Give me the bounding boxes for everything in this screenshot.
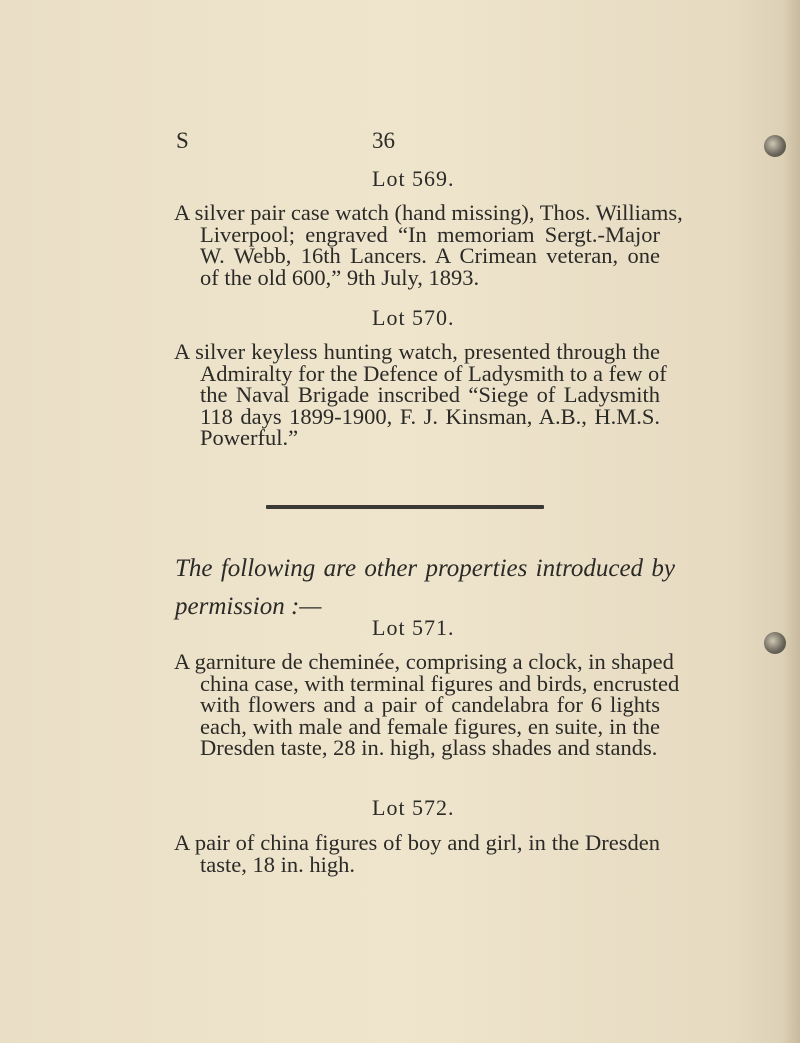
lot-line: the Naval Brigade inscribed “Siege of Ladysmith [200, 382, 660, 407]
lot-line: taste, 18 in. high. [200, 851, 355, 877]
lot-line: with flowers and a pair of candelabra for 6 lights [200, 692, 660, 717]
lot-title: Lot 572. [372, 795, 455, 820]
intro-line: The following are other properties introduced by [175, 555, 675, 582]
signature-mark: S [176, 128, 189, 153]
lot-description [174, 200, 683, 290]
lot-line: of the old 600,” 9th July, 1893. [200, 264, 480, 290]
lot-line: A silver pair case watch (hand missing), Thos. Williams, [174, 200, 683, 225]
lot-title: Lot 570. [372, 305, 455, 330]
lot-line: A silver keyless hunting watch, presented through the [174, 339, 660, 364]
lot-line: 118 days 1899-1900, F. J. Kinsman, A.B., H.M.S. [200, 403, 660, 429]
lot-line: each, with male and female figures, en suite, in the [200, 713, 660, 739]
lot-title: Lot 569. [372, 166, 455, 191]
page-header [0, 128, 800, 168]
lot-line: A pair of china figures of boy and girl, in the Dresden [174, 830, 660, 855]
lot-line: A garniture de cheminée, comprising a clock, in shaped [174, 649, 674, 674]
lot-description [174, 339, 667, 450]
lot-line: Admiralty for the Defence of Ladysmith to a few of [200, 360, 667, 386]
section-divider [266, 505, 544, 509]
lot-title: Lot 571. [372, 615, 455, 640]
lot-line: Dresden taste, 28 in. high, glass shades and stands. [200, 735, 658, 760]
lot-description [174, 830, 660, 877]
lot-description [174, 649, 680, 760]
page-number: 36 [372, 128, 395, 153]
lot-line: W. Webb, 16th Lancers. A Crimean veteran, one [200, 243, 660, 268]
lot-line: china case, with terminal figures and birds, encrusted [200, 670, 680, 696]
binding-pin-mark [764, 632, 786, 654]
lot-line: Liverpool; engraved “In memoriam Sergt.-Major [200, 221, 660, 247]
intro-line: permission :— [175, 593, 322, 620]
lot-line: Powerful.” [200, 425, 299, 450]
